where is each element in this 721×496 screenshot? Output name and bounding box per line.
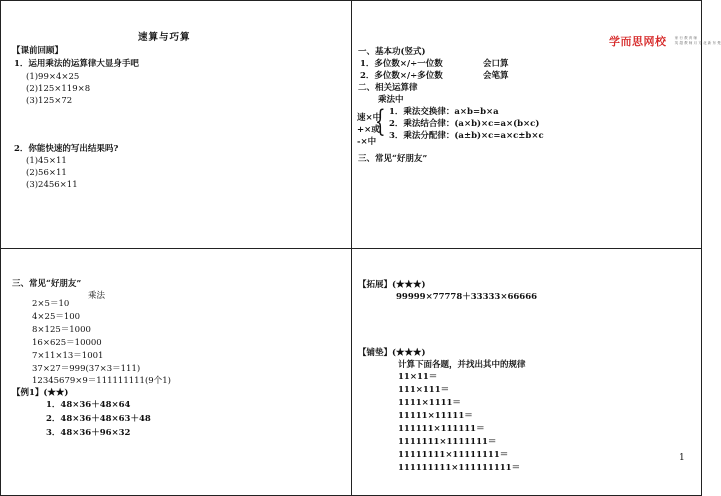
section-heading-friends: 三、常见“好朋友”	[358, 154, 428, 164]
brand-logo	[609, 30, 721, 49]
friend-pair: 4×25＝100	[32, 312, 81, 322]
prep-problem: 1111111×1111111＝	[398, 437, 497, 447]
review-heading: 【课前回顾】	[12, 46, 64, 56]
law-commutative: 1．乘法交换律：a×b=b×a	[389, 107, 499, 117]
basics-note: 会笔算	[483, 71, 509, 81]
law-distributive: 3．乘法分配律：(a±b)×c=a×c±b×c	[389, 131, 544, 141]
friend-pair: 8×125＝1000	[32, 325, 91, 335]
brand-tagline-line: 英 超 教 师 月 方 北 新 东 楚	[674, 40, 721, 45]
example-item: 1．48×36＋48×64	[46, 400, 131, 410]
section-heading-laws: 二、相关运算律	[358, 83, 418, 93]
prep-problem: 1111×1111＝	[398, 398, 461, 408]
prep-problem: 111×111＝	[398, 385, 450, 395]
friends-heading: 三、常见“好朋友”	[12, 279, 82, 289]
prep-problem: 111111×111111＝	[398, 424, 485, 434]
basics-item: 2．多位数×/÷多位数	[360, 71, 443, 81]
brand-tagline	[675, 36, 721, 45]
example-item: 2．48×36＋48×63＋48	[46, 414, 151, 424]
side-label: +×或	[357, 125, 380, 135]
review-problem: (1)45×11	[26, 156, 67, 166]
extension-expression: 99999×77778＋33333×66666	[396, 292, 538, 302]
side-label: -×中	[357, 137, 377, 147]
brand-name: 学而思网校	[609, 35, 667, 48]
brace-symbol: {	[375, 104, 386, 139]
basics-item: 1．多位数×/÷一位数	[360, 59, 443, 69]
page-number: 1	[679, 453, 685, 463]
prep-problem: 11111×11111＝	[398, 411, 473, 421]
friends-subheading: 乘法	[88, 291, 106, 301]
friend-pair: 16×625＝10000	[32, 338, 102, 348]
prep-heading: 【铺垫】(★★★)	[358, 348, 426, 358]
friend-pair: 37×27＝999(37×3＝111)	[32, 364, 141, 374]
review-problem: (2)56×11	[26, 168, 67, 178]
friend-pair: 12345679×9＝111111111(9个1)	[32, 376, 171, 386]
prep-problem: 111111111×111111111＝	[398, 463, 521, 473]
prep-problem: 11×11＝	[398, 372, 438, 382]
review-problem: (3)2456×11	[26, 180, 78, 190]
prep-problem: 11111111×11111111＝	[398, 450, 509, 460]
example-item: 3．48×36＋96×32	[46, 428, 131, 438]
page-title: 速算与巧算	[138, 32, 191, 43]
laws-subheading: 乘法中	[378, 95, 404, 105]
prep-instruction: 计算下面各题，并找出其中的规律	[398, 360, 526, 370]
brand-tagline-line: 家 行 教 育 师	[674, 36, 698, 40]
section-heading-basics: 一、基本功(竖式)	[358, 47, 426, 57]
basics-note: 会口算	[483, 59, 509, 69]
friend-pair: 2×5＝10	[32, 299, 70, 309]
side-label: 速×中	[357, 113, 382, 123]
review-problem: (3)125×72	[26, 96, 73, 106]
review-problem: (1)99×4×25	[26, 72, 80, 82]
friend-pair: 7×11×13＝1001	[32, 351, 104, 361]
review-item-1: 1．运用乘法的运算律大显身手吧	[14, 59, 139, 69]
example-heading: 【例1】(★★)	[12, 388, 69, 398]
review-problem: (2)125×119×8	[26, 84, 91, 94]
review-item-2: 2．你能快速的写出结果吗?	[14, 144, 119, 154]
quadrant-divider-horizontal	[0, 248, 702, 249]
extension-heading: 【拓展】(★★★)	[358, 280, 426, 290]
law-associative: 2．乘法结合律：(a×b)×c=a×(b×c)	[389, 119, 540, 129]
